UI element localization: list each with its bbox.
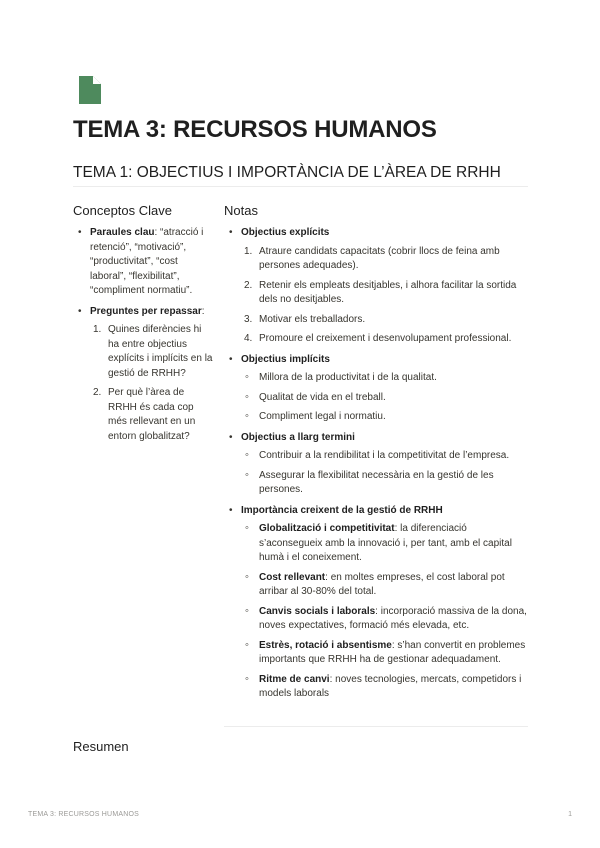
sub-list [241, 371, 530, 425]
item-number: 1. [93, 324, 102, 335]
list-item [241, 313, 530, 328]
section-subtitle: TEMA 1: OBJECTIUS I IMPORTÀNCIA DE L’ÀREA DE RRHH [73, 164, 501, 181]
list-item [224, 353, 530, 425]
resumen-heading: Resumen [73, 739, 129, 754]
item-text: Quines diferències hi ha entre objectius explícits i implícits en la gestió de RRHH? [108, 324, 213, 379]
item-label: Canvis socials i laborals [259, 605, 376, 617]
footer-page-number: 1 [568, 811, 572, 818]
list-item [90, 386, 213, 444]
list-item [241, 332, 530, 347]
list-item: ◦ Millora de la productivitat i de la qualitat. [241, 371, 530, 386]
divider [73, 186, 528, 187]
page-title: TEMA 3: RECURSOS HUMANOS [73, 116, 437, 143]
list-item [73, 305, 213, 445]
item-text: : noves tecnologies, mercats, competidors i models laborals [259, 673, 522, 699]
item-text: : la diferenciació s’aconsegueix amb la innovació i, per tant, amb el capital humà i el coneixement. [259, 523, 512, 563]
notas-list [224, 226, 530, 702]
item-label: Preguntes per repassar [90, 305, 202, 317]
list-item [241, 605, 530, 634]
item-number: 2. [244, 279, 253, 291]
item-label: Objectius a llarg termini [241, 431, 355, 443]
notas-heading: Notas [224, 203, 258, 218]
preguntes-list [90, 323, 213, 444]
conceptos-list [73, 226, 213, 444]
item-label: Objectius implícits [241, 353, 330, 365]
item-text: : “atracció i retenció”, “motivació”, “productivitat”, “cost laboral”, “flexibilitat”, “compliment normatiu”. [90, 227, 204, 296]
list-item [241, 571, 530, 600]
item-label: Paraules clau [90, 227, 155, 238]
footer-doc-title: TEMA 3: RECURSOS HUMANOS [28, 811, 139, 818]
item-text: Atraure candidats capacitats (cobrir llocs de feina amb persones adequades). [259, 245, 500, 271]
item-number: 1. [244, 245, 253, 257]
document-icon [79, 76, 101, 104]
list-item: ◦ Assegurar la flexibilitat necessària en la gestió de les persones. [241, 469, 530, 498]
list-item: ◦ Qualitat de vida en el treball. [241, 391, 530, 406]
item-text: : incorporació massiva de la dona, noves expectatives, formació més elevada, etc. [259, 605, 527, 631]
list-item [224, 226, 530, 347]
list-item: ◦ Compliment legal i normatiu. [241, 410, 530, 425]
item-number: 4. [244, 333, 253, 344]
sub-list [241, 449, 530, 498]
item-text: Motivar els treballadors. [259, 313, 366, 325]
list-item [224, 504, 530, 702]
divider [224, 726, 528, 727]
item-label: Cost rellevant [259, 571, 326, 583]
list-item [241, 673, 530, 702]
conceptos-heading: Conceptos Clave [73, 203, 172, 218]
list-item [73, 226, 213, 299]
item-label: Globalització i competitivitat [259, 523, 395, 534]
conceptos-column [73, 203, 213, 450]
item-text: : s’han convertit en problemes importants que RRHH ha de gestionar adequadament. [259, 639, 526, 665]
list-item: ◦ Contribuir a la rendibilitat i la competitivitat de l’empresa. [241, 449, 530, 464]
item-number: 3. [244, 313, 253, 325]
list-item [241, 639, 530, 668]
item-label: Ritme de canvi [259, 673, 330, 685]
item-label: Objectius explícits [241, 227, 330, 238]
list-item [90, 323, 213, 381]
item-text: Per què l’àrea de RRHH és cada cop més rellevant en un entorn globalitzat? [108, 387, 196, 442]
item-label: Importància creixent de la gestió de RRHH [241, 504, 443, 516]
item-text: : en moltes empreses, el cost laboral pot arribar al 30-80% del total. [259, 571, 505, 597]
item-label: Estrès, rotació i absentisme [259, 639, 392, 651]
notas-column [224, 203, 530, 708]
numbered-list [241, 245, 530, 347]
item-text: Promoure el creixement i desenvolupament professional. [259, 333, 512, 344]
list-item [224, 431, 530, 498]
item-text: : [201, 305, 205, 317]
list-item [241, 522, 530, 566]
list-item [241, 279, 530, 308]
sub-list [241, 522, 530, 702]
list-item [241, 245, 530, 274]
item-text: Retenir els empleats desitjables, i alhora facilitar la sortida dels no desitjables. [259, 279, 517, 305]
item-number: 2. [93, 387, 102, 398]
